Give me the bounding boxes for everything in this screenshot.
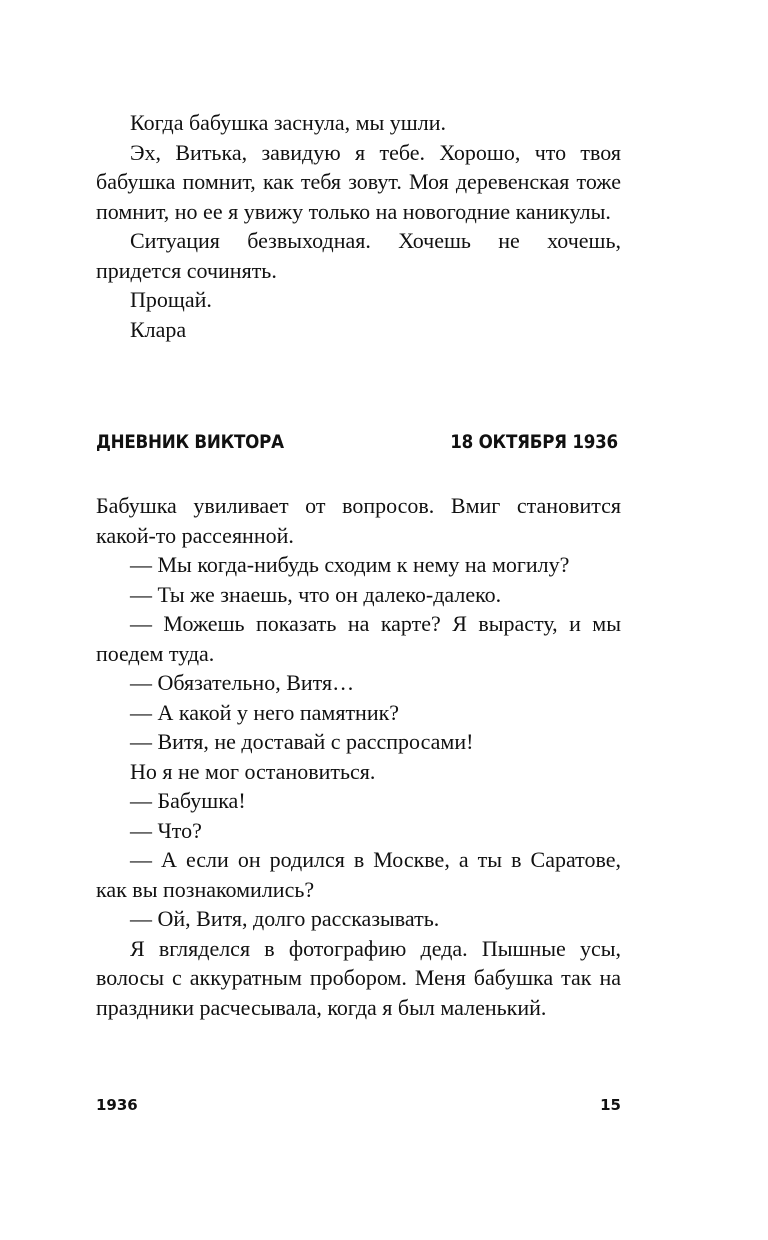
paragraph: Когда бабушка заснула, мы ушли. — [130, 110, 447, 135]
paragraph: Эх, Витька, завидую я тебе. Хорошо, что твоя бабушка помнит, как тебя зовут. Моя деревенская тоже помнит, но ее я увижу только на новогодние каникулы. — [96, 139, 621, 224]
section-date: 18 ОКТЯБРЯ 1936 — [450, 431, 618, 453]
dialogue-line: — Бабушка! — [130, 788, 246, 813]
book-page — [96, 0, 621, 1240]
page-number: 15 — [600, 1096, 621, 1114]
running-title: 1936 — [96, 1096, 138, 1114]
paragraph: Прощай. — [130, 287, 212, 312]
dialogue-line: — А какой у него памятник? — [130, 699, 400, 725]
dialogue-line: — Витя, не доставай с расспросами! — [130, 729, 474, 754]
dialogue-line: — Можешь показать на карте? Я вырасту, и мы поедем туда. — [96, 611, 621, 666]
dialogue-line: — Что? — [130, 817, 202, 843]
dialogue-line: — Мы когда-нибудь сходим к нему на могилу? — [130, 552, 570, 577]
section-header — [96, 431, 618, 461]
paragraph: Бабушка увиливает от вопросов. Вмиг становится какой-то рассеянной. — [96, 493, 621, 548]
dialogue-line: — Ой, Витя, долго рассказывать. — [130, 906, 440, 931]
paragraph: Но я не мог остановиться. — [130, 758, 376, 784]
dialogue-line: — Обязательно, Витя… — [130, 670, 355, 695]
paragraph: Я вгляделся в фотографию деда. Пышные усы, волосы с аккуратным пробором. Меня бабушка так на праздники расчесывала, когда я был маленький. — [96, 935, 621, 1020]
section-title: ДНЕВНИК ВИКТОРА — [96, 431, 284, 453]
letter-text — [96, 108, 621, 344]
diary-text — [96, 491, 621, 1022]
dialogue-line: — Ты же знаешь, что он далеко-далеко. — [130, 581, 502, 607]
signature: Клара — [130, 316, 187, 342]
paragraph: Ситуация безвыходная. Хочешь не хочешь, придется сочинять. — [96, 228, 621, 283]
dialogue-line: — А если он родился в Москве, а ты в Саратове, как вы познакомились? — [96, 847, 621, 902]
